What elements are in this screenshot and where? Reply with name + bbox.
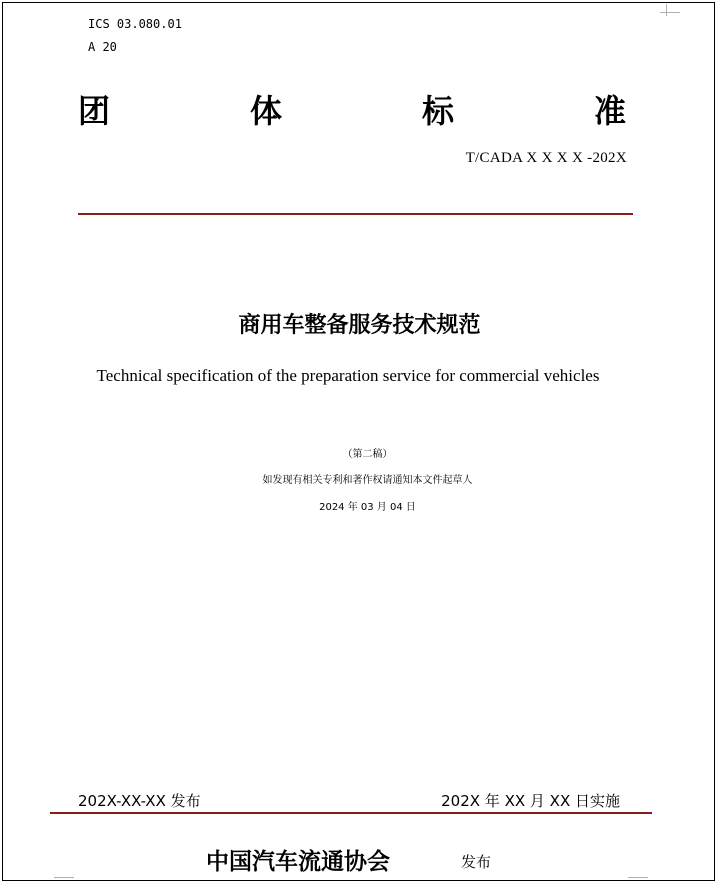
title-english: Technical specification of the preparation service for commercial vehicles bbox=[96, 366, 600, 385]
draft-version: （第二稿） bbox=[342, 449, 393, 460]
standard-type-char: 体 bbox=[249, 92, 282, 130]
top-divider bbox=[78, 213, 633, 215]
issuing-organization: 中国汽车流通协会 bbox=[206, 848, 390, 875]
document-page bbox=[2, 2, 715, 881]
standard-code: T/CADA X X X X -202X bbox=[465, 150, 627, 166]
patent-notice: 如发现有相关专利和著作权请通知本文件起草人 bbox=[262, 475, 473, 486]
crop-mark-bottom-left bbox=[54, 877, 74, 878]
crop-mark-bottom-right bbox=[628, 877, 648, 878]
standard-type-char: 团 bbox=[78, 92, 111, 130]
bottom-divider bbox=[50, 812, 652, 814]
standard-type-char: 准 bbox=[593, 92, 626, 130]
issue-label: 发布 bbox=[461, 853, 492, 871]
ccs-code: A 20 bbox=[88, 40, 117, 54]
crop-mark-top-right bbox=[660, 12, 680, 13]
implement-date: 202X 年 XX 月 XX 日实施 bbox=[441, 792, 620, 810]
crop-mark-top-right-v bbox=[666, 4, 667, 16]
standard-type-heading bbox=[78, 86, 626, 132]
ics-code: ICS 03.080.01 bbox=[88, 17, 182, 31]
standard-type-char: 标 bbox=[421, 92, 454, 130]
title-chinese: 商用车整备服务技术规范 bbox=[238, 312, 481, 338]
draft-date: 2024 年 03 月 04 日 bbox=[319, 502, 416, 513]
publish-date: 202X-XX-XX 发布 bbox=[78, 792, 201, 810]
